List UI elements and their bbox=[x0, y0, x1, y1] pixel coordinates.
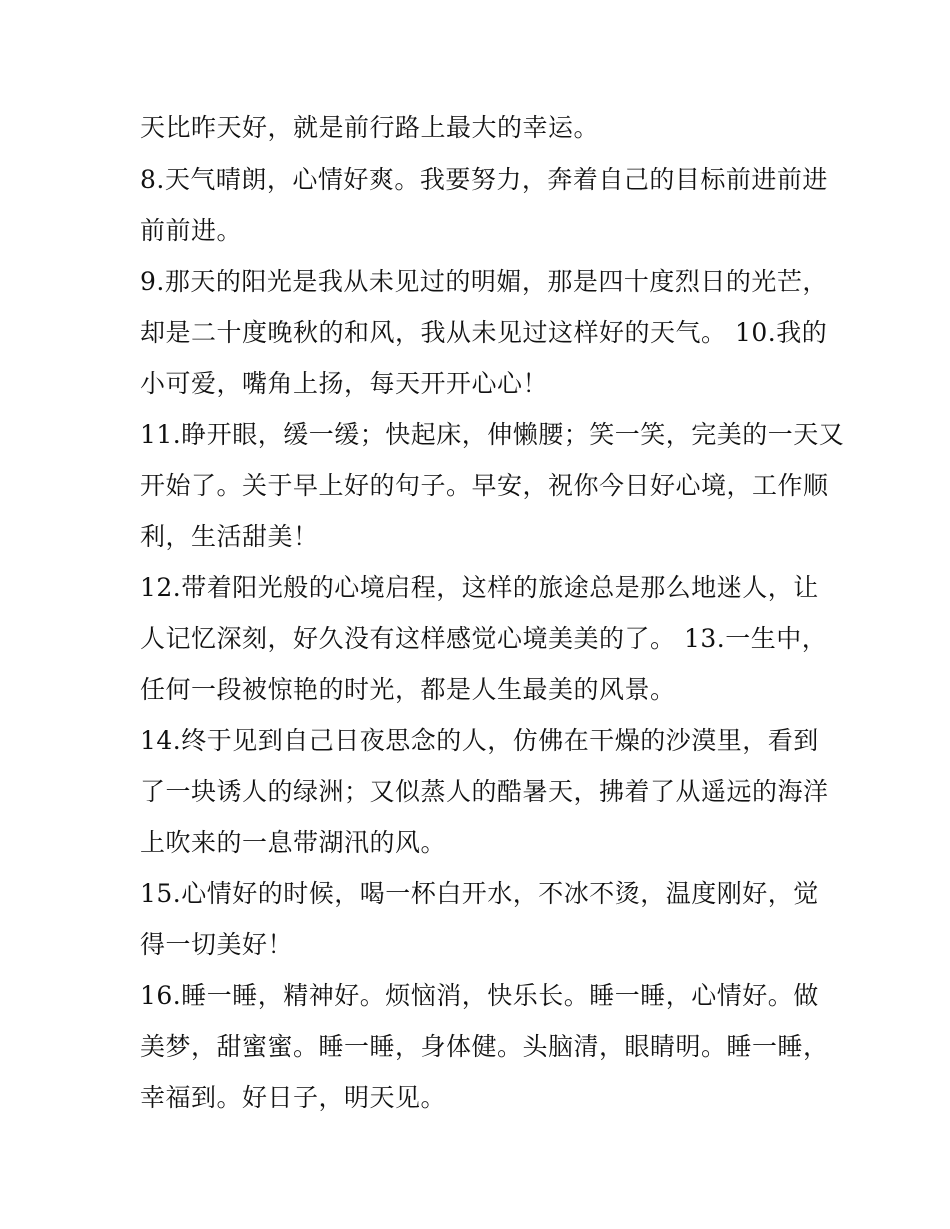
text-line: 8.天气晴朗，心情好爽。我要努力，奔着自己的目标前进前进 bbox=[140, 165, 828, 194]
text-line: 14.终于见到自己日夜思念的人，仿佛在干燥的沙漠里，看到 bbox=[140, 726, 819, 755]
text-line: 11.睁开眼，缓一缓；快起床，伸懒腰；笑一笑，完美的一天又 bbox=[140, 420, 845, 449]
text-line: 人记忆深刻，好久没有这样感觉心境美美的了。 13.一生中， bbox=[140, 624, 828, 653]
text-line: 任何一段被惊艳的时光，都是人生最美的风景。 bbox=[140, 675, 676, 704]
text-line: 15.心情好的时候，喝一杯白开水，不冰不烫，温度刚好，觉 bbox=[140, 879, 819, 908]
text-line: 得一切美好！ bbox=[140, 930, 294, 959]
text-line: 却是二十度晚秋的和风，我从未见过这样好的天气。 10.我的 bbox=[140, 318, 828, 347]
text-line: 利，生活甜美！ bbox=[140, 522, 319, 551]
text-line: 上吹来的一息带湖汛的风。 bbox=[140, 828, 447, 857]
text-line: 12.带着阳光般的心境启程，这样的旅途总是那么地迷人，让 bbox=[140, 573, 819, 602]
text-line: 开始了。关于早上好的句子。早安，祝你今日好心境，工作顺 bbox=[140, 471, 829, 500]
text-line: 16.睡一睡，精神好。烦恼消，快乐长。睡一睡，心情好。做 bbox=[140, 981, 819, 1010]
text-line: 小可爱，嘴角上扬，每天开开心心！ bbox=[140, 369, 549, 398]
text-line: 了一块诱人的绿洲；又似蒸人的酷暑天，拂着了从遥远的海洋 bbox=[140, 777, 829, 806]
text-line: 前前进。 bbox=[140, 216, 243, 245]
text-line: 9.那天的阳光是我从未见过的明媚，那是四十度烈日的光芒， bbox=[140, 267, 828, 296]
text-line: 天比昨天好，就是前行路上最大的幸运。 bbox=[140, 113, 600, 142]
text-line: 美梦，甜蜜蜜。睡一睡，身体健。头脑清，眼睛明。睡一睡， bbox=[140, 1032, 829, 1061]
text-line: 幸福到。好日子，明天见。 bbox=[140, 1083, 447, 1112]
